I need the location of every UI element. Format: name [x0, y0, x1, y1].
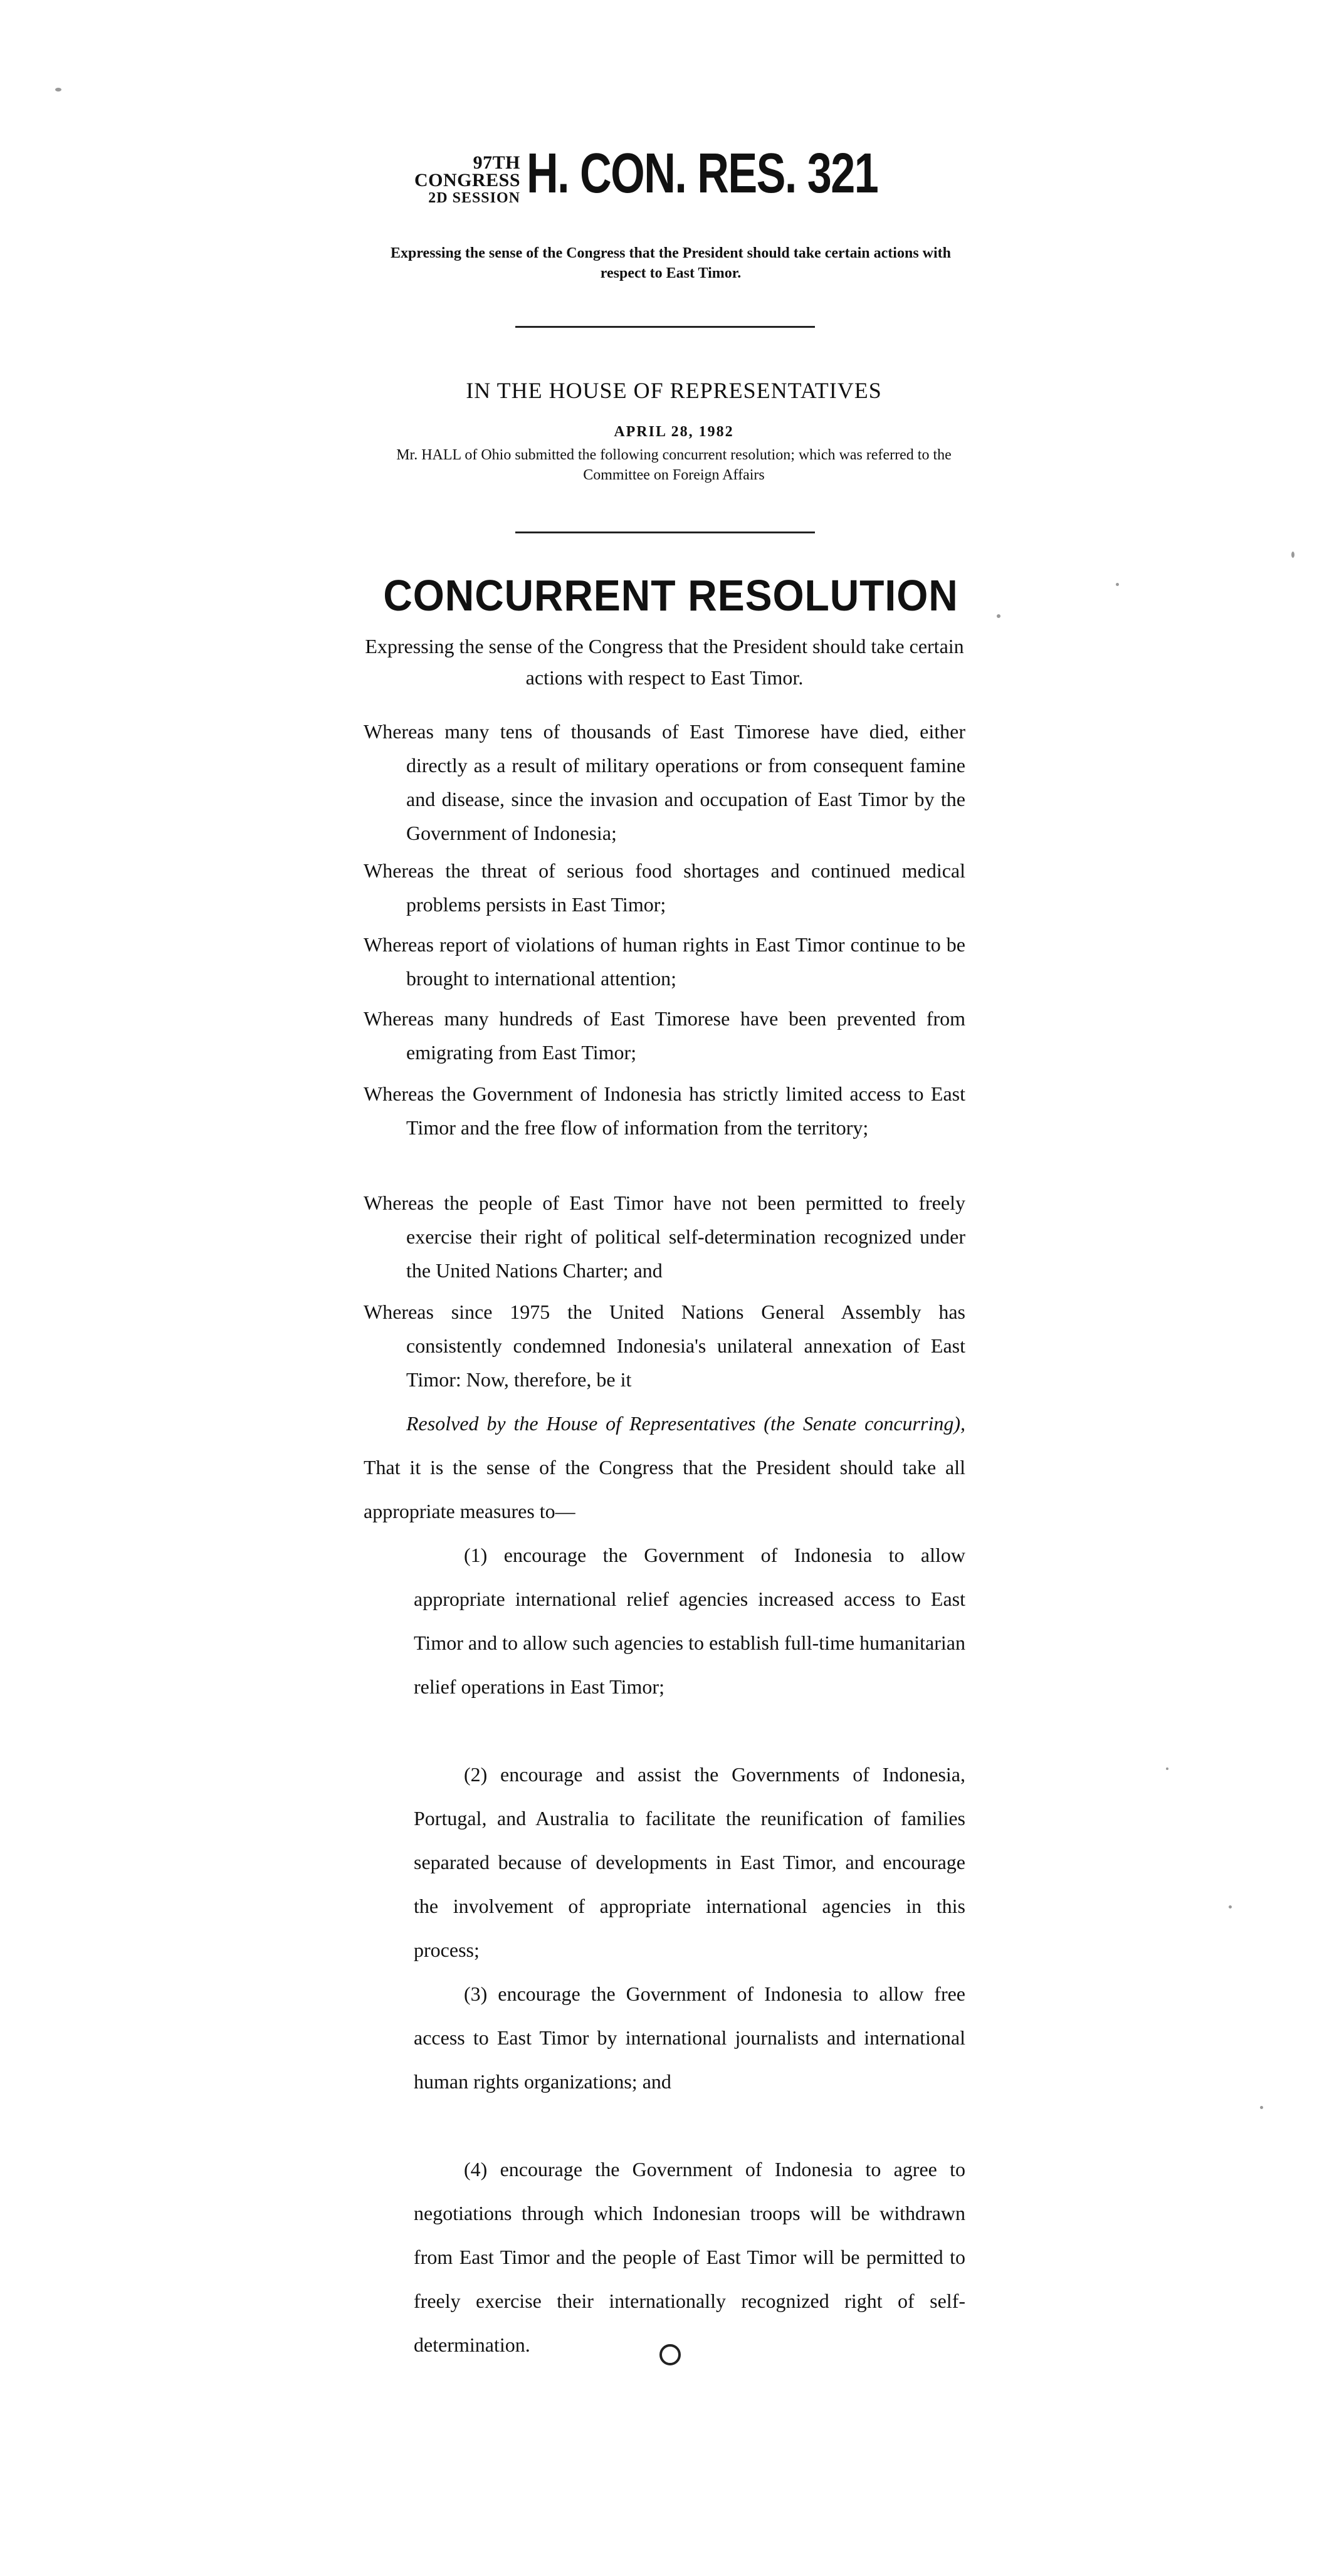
scan-speck [1229, 1905, 1232, 1908]
whereas-clause: Whereas report of violations of human rights in East Timor continue to be brought to international attention; [364, 933, 965, 990]
whereas-clause: Whereas many hundreds of East Timorese have been prevented from emigrating from East Timor; [364, 1007, 965, 1064]
whereas-clause: Whereas the people of East Timor have not been permitted to freely exercise their right of political self-determination recognized under the United Nations Charter; and [364, 1191, 965, 1282]
congress-label: 97TH CONGRESS [414, 152, 520, 191]
long-title: Expressing the sense of the Congress that the President should take certain actions with respect to East Timor. [365, 635, 964, 689]
resolved-text: That it is the sense of the Congress that the President should take all appropriate measures to— [364, 1456, 965, 1522]
measure-paragraph: (2) encourage and assist the Governments of Indonesia, Portugal, and Australia to facilitate the reunification of families separated because of developments in East Timor, and encourage the involvement of appropriate international agencies in this process; [414, 1763, 965, 1961]
bill-number: H. CON. RES. 321 [527, 142, 878, 205]
congress-session [364, 154, 520, 207]
whereas-clause: Whereas the Government of Indonesia has strictly limited access to East Timor and the free flow of information from the territory; [364, 1082, 965, 1139]
end-mark [659, 2344, 681, 2365]
resolved-italic: Resolved by the House of Representatives (the Senate concurring), [406, 1412, 965, 1435]
scan-speck [1166, 1767, 1168, 1770]
introduction-date: APRIL 28, 1982 [614, 424, 734, 440]
resolution-title: CONCURRENT RESOLUTION [383, 571, 958, 620]
measure-paragraph: (4) encourage the Government of Indonesia to agree to negotiations through which Indonesian troops will be withdrawn from East Timor and the people of East Timor will be permitted to freely exercise their internationally recognized right of self-determination. [414, 2158, 965, 2356]
divider-rule [515, 531, 815, 533]
session-label: 2D SESSION [428, 190, 520, 206]
house-heading: IN THE HOUSE OF REPRESENTATIVES [466, 378, 882, 403]
measure-paragraph: (1) encourage the Government of Indonesia to allow appropriate international relief agencies increased access to East Timor and to allow such agencies to establish full-time humanitarian relief operations in East Timor; [414, 1544, 965, 1698]
scan-speck [55, 88, 61, 92]
measure-paragraph: (3) encourage the Government of Indonesia to allow free access to East Timor by international journalists and international human rights organizations; and [414, 1982, 965, 2093]
introduction-text: Mr. HALL of Ohio submitted the following concurrent resolution; which was referred to the Committee on Foreign Affairs [396, 447, 952, 483]
divider-rule [515, 326, 815, 328]
short-title: Expressing the sense of the Congress that the President should take certain actions with respect to East Timor. [390, 245, 951, 281]
resolving-clause [364, 1401, 965, 1533]
whereas-clause: Whereas since 1975 the United Nations General Assembly has consistently condemned Indonesia's unilateral annexation of East Timor: Now, therefore, be it [364, 1301, 965, 1391]
scan-speck [1116, 583, 1119, 586]
scan-speck [997, 614, 1000, 618]
whereas-clause: Whereas the threat of serious food shortages and continued medical problems persists in East Timor; [364, 859, 965, 916]
scan-speck [1260, 2106, 1263, 2109]
scan-speck [1291, 552, 1294, 558]
whereas-clause: Whereas many tens of thousands of East Timorese have died, either directly as a result of military operations or from consequent famine and disease, since the invasion and occupation of East Timor by the Government of Indonesia; [364, 720, 965, 844]
